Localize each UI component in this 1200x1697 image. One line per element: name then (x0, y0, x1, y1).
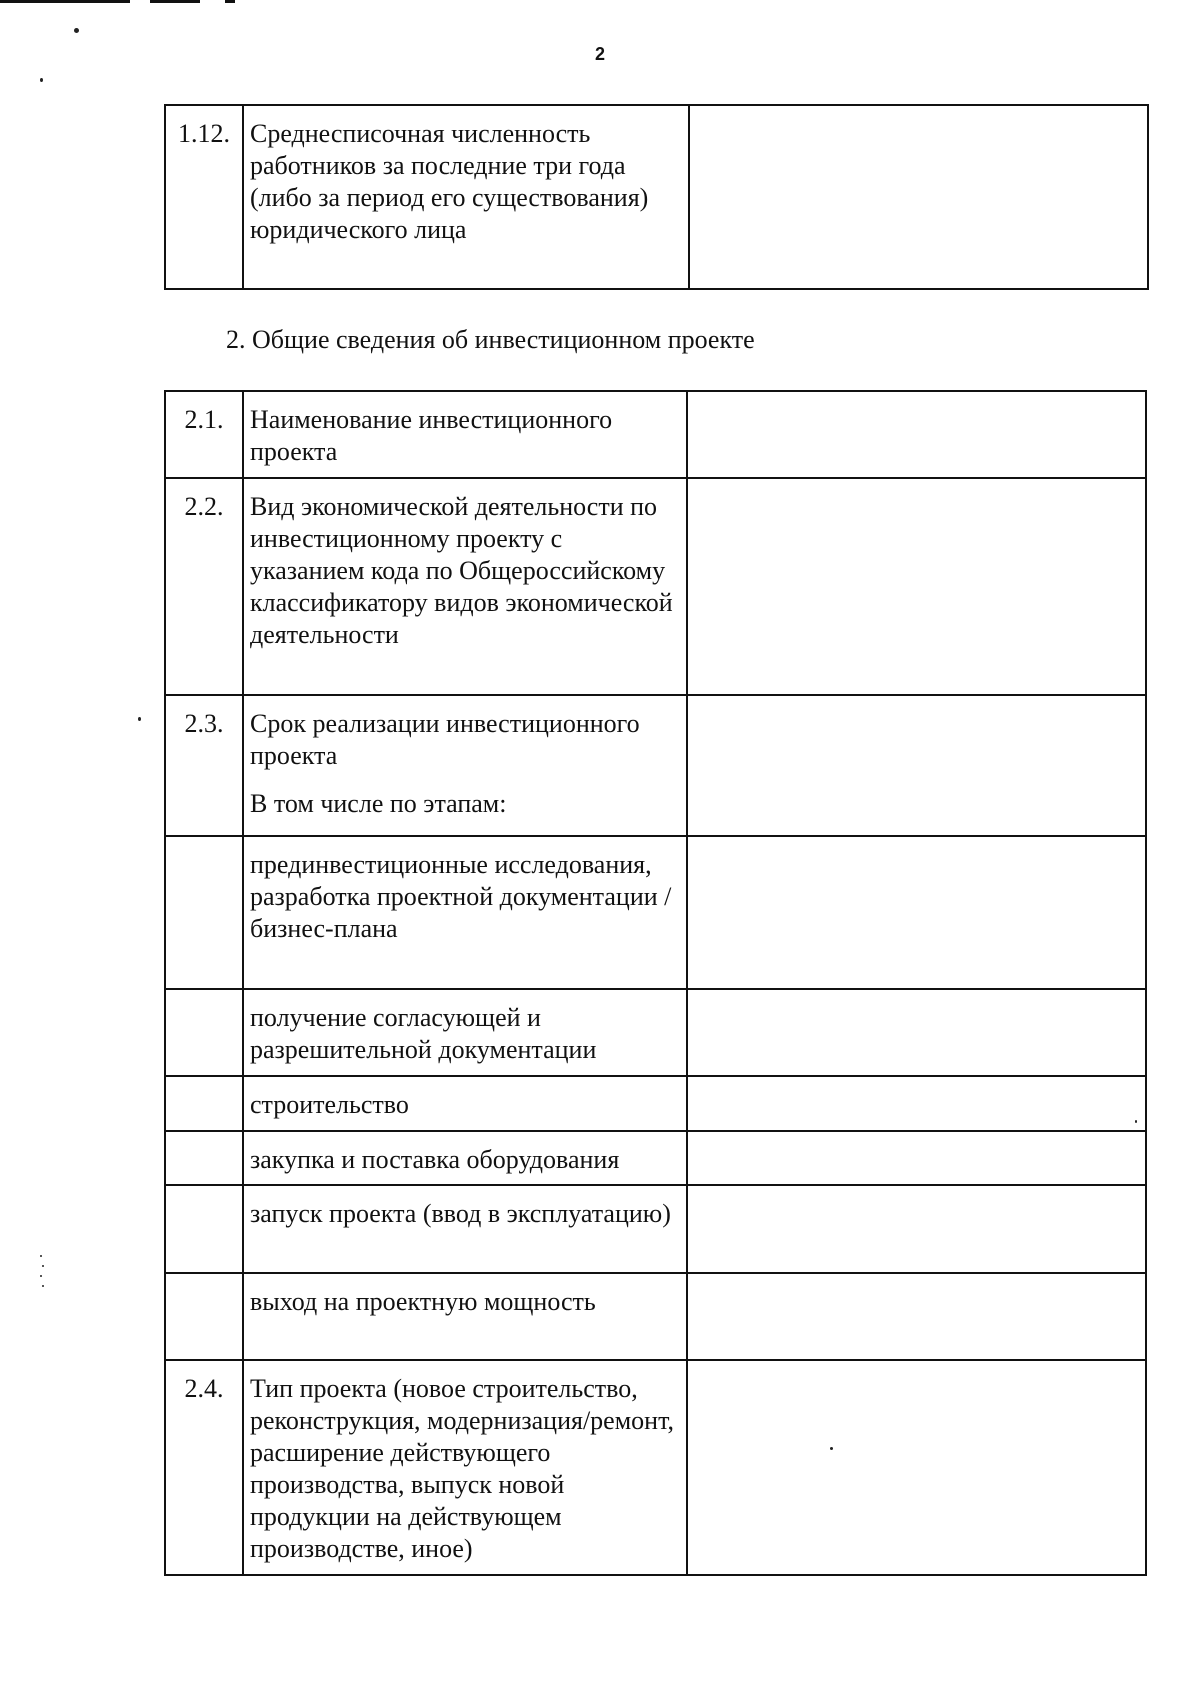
row-number: 1.12. (165, 105, 243, 289)
row-number: 2.1. (165, 391, 243, 478)
row-value-cell[interactable] (687, 1076, 1146, 1131)
row-label: строительство (243, 1076, 687, 1131)
row-label: получение согласующей и разрешительной документации (243, 989, 687, 1076)
table-row (165, 1076, 1146, 1131)
row-label: Вид экономической деятельности по инвестиционному проекту с указанием кода по Общероссийскому классификатору видов экономической деятельности (243, 478, 687, 695)
table-row (165, 478, 1146, 695)
row-number (165, 1185, 243, 1273)
table-row (165, 1273, 1146, 1360)
row-value-cell[interactable] (687, 478, 1146, 695)
row-label: выход на проектную мощность (243, 1273, 687, 1360)
table-row (165, 1131, 1146, 1185)
table-row (165, 1185, 1146, 1273)
table-row (165, 836, 1146, 989)
table-row (165, 105, 1148, 289)
table-row (165, 1360, 1146, 1575)
row-number (165, 836, 243, 989)
scan-edge-mark (150, 0, 200, 3)
row-number (165, 989, 243, 1076)
row-value-cell[interactable] (687, 836, 1146, 989)
row-label: Тип проекта (новое строительство, реконструкция, модернизация/ремонт, расширение действующего производства, выпуск новой продукции на действующем производстве, иное) (243, 1360, 687, 1575)
row-label: Среднесписочная численность работников за последние три года (либо за период его существования) юридического лица (243, 105, 689, 289)
table-row (165, 989, 1146, 1076)
row-value-cell[interactable] (687, 989, 1146, 1076)
row-value-cell[interactable] (687, 1273, 1146, 1360)
scan-speck (42, 1265, 44, 1267)
row-label: запуск проекта (ввод в эксплуатацию) (243, 1185, 687, 1273)
table-row (165, 391, 1146, 478)
row-label: прединвестиционные исследования, разработка проектной документации / бизнес-плана (243, 836, 687, 989)
row-value-cell[interactable] (687, 1360, 1146, 1575)
row-label: Срок реализации инвестиционного проекта (250, 709, 640, 770)
row-label-cell (243, 695, 687, 836)
scan-speck (40, 1275, 42, 1277)
page-number: 2 (594, 44, 605, 64)
scan-speck (42, 1285, 44, 1287)
row-number (165, 1273, 243, 1360)
row-number (165, 1131, 243, 1185)
row-value-cell[interactable] (687, 1131, 1146, 1185)
scan-speck (40, 1255, 42, 1257)
row-label: закупка и поставка оборудования (243, 1131, 687, 1185)
scan-speck (74, 28, 79, 33)
row-sublabel: В том числе по этапам: (250, 789, 507, 818)
investment-project-table (164, 390, 1147, 1576)
row-value-cell[interactable] (687, 1185, 1146, 1273)
row-number: 2.3. (165, 695, 243, 836)
company-info-table (164, 104, 1149, 290)
row-value-cell[interactable] (687, 695, 1146, 836)
table-row (165, 695, 1146, 836)
row-number (165, 1076, 243, 1131)
row-number: 2.2. (165, 478, 243, 695)
row-value-cell[interactable] (687, 391, 1146, 478)
scan-edge-mark (0, 0, 130, 3)
scan-speck (138, 717, 141, 721)
row-label: Наименование инвестиционного проекта (243, 391, 687, 478)
scan-speck (40, 78, 43, 82)
row-number: 2.4. (165, 1360, 243, 1575)
section-heading: 2. Общие сведения об инвестиционном проекте (226, 325, 755, 354)
scan-edge-mark (225, 0, 235, 3)
row-value-cell[interactable] (689, 105, 1148, 289)
